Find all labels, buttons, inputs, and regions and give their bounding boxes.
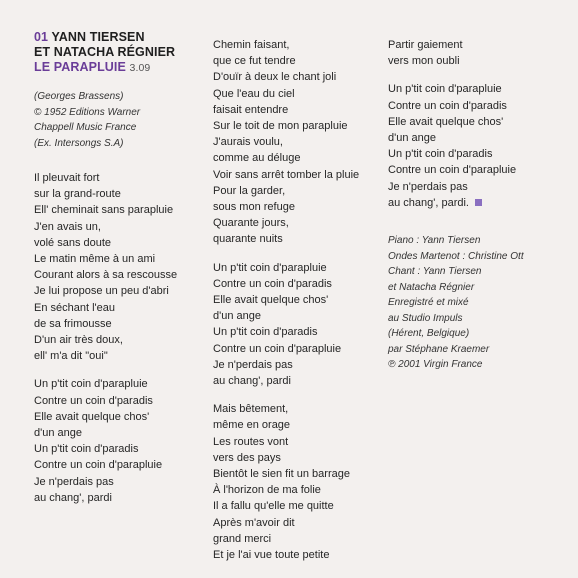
performer-line: Chant : Yann Tiersen bbox=[388, 266, 482, 278]
lyric-line: comme au déluge bbox=[213, 152, 301, 165]
lyric-line: Quarante jours, bbox=[213, 217, 289, 230]
lyrics-column-1 bbox=[34, 170, 199, 506]
lyric-line: Elle avait quelque chos' bbox=[213, 294, 329, 307]
lyric-line: Un p'tit coin d'parapluie bbox=[388, 83, 502, 96]
lyric-line: Contre un coin d'paradis bbox=[388, 99, 507, 112]
lyric-line: Un p'tit coin d'paradis bbox=[388, 148, 493, 161]
lyric-line: Que l'eau du ciel bbox=[213, 87, 295, 100]
credit-line: Chappell Music France bbox=[34, 122, 137, 133]
lyric-line: Elle avait quelque chos' bbox=[388, 115, 504, 128]
lyric-line: Un p'tit coin d'paradis bbox=[213, 326, 318, 339]
performer-line: (Hérent, Belgique) bbox=[388, 328, 470, 340]
end-square-icon bbox=[475, 199, 482, 206]
column-2 bbox=[213, 37, 373, 575]
track-header bbox=[34, 30, 199, 76]
stanza bbox=[213, 260, 373, 390]
lyric-line: Mais bêtement, bbox=[213, 403, 289, 416]
lyric-line: Je n'perdais pas bbox=[388, 180, 468, 193]
lyric-line: Contre un coin d'parapluie bbox=[34, 459, 163, 472]
performer-line: ℗ 2001 Virgin France bbox=[388, 359, 483, 371]
lyric-line: Je n'perdais pas bbox=[213, 358, 293, 371]
lyric-line: Je n'perdais pas bbox=[34, 475, 114, 488]
lyric-line: Contre un coin d'parapluie bbox=[388, 164, 517, 177]
lyric-line: Contre un coin d'paradis bbox=[213, 277, 332, 290]
lyric-line: même en orage bbox=[213, 419, 291, 432]
performer-line: Piano : Yann Tiersen bbox=[388, 235, 481, 247]
lyric-line: faisait entendre bbox=[213, 103, 289, 116]
track-number: 01 bbox=[34, 30, 49, 44]
lyric-line: sous mon refuge bbox=[213, 201, 295, 214]
credit-line: (Georges Brassens) bbox=[34, 91, 124, 102]
lyric-line: Ell' cheminait sans parapluie bbox=[34, 204, 174, 217]
lyric-line: au chang', pardi bbox=[213, 375, 291, 388]
lyric-line: sur la grand-route bbox=[34, 188, 121, 201]
lyric-line: J'en avais un, bbox=[34, 220, 101, 233]
lyrics-column-2 bbox=[213, 37, 373, 563]
lyric-line: grand merci bbox=[213, 532, 272, 545]
lyric-line: vers mon oubli bbox=[388, 55, 460, 68]
lyric-line: Un p'tit coin d'paradis bbox=[34, 443, 139, 456]
credit-line: © 1952 Editions Warner bbox=[34, 106, 141, 118]
lyric-line: d'un ange bbox=[34, 427, 82, 440]
lyric-line: d'un ange bbox=[388, 132, 436, 145]
performer-line: et Natacha Régnier bbox=[388, 281, 475, 293]
track-duration: 3.09 bbox=[129, 62, 151, 74]
lyric-line: quarante nuits bbox=[213, 233, 283, 246]
song-title: LE PARAPLUIE bbox=[34, 60, 126, 74]
lyric-line: D'un air très doux, bbox=[34, 334, 123, 347]
lyrics-column-3 bbox=[388, 37, 556, 211]
lyric-line: vers des pays bbox=[213, 451, 281, 464]
lyric-line: Le matin même à un ami bbox=[34, 253, 156, 266]
lyric-line: Après m'avoir dit bbox=[213, 516, 295, 529]
lyric-line: D'ouïr à deux le chant joli bbox=[213, 71, 337, 84]
artist-line-2: ET NATACHA RÉGNIER bbox=[34, 45, 176, 59]
lyric-line: À l'horizon de ma folie bbox=[213, 484, 321, 497]
stanza bbox=[34, 376, 199, 506]
lyric-line: au chang', pardi bbox=[34, 491, 112, 504]
stanza bbox=[213, 37, 373, 248]
lyric-line: Les routes vont bbox=[213, 435, 289, 448]
lyric-line: volé sans doute bbox=[34, 236, 112, 249]
lyric-line: Un p'tit coin d'parapluie bbox=[213, 261, 327, 274]
lyric-line: ell' m'a dit "oui" bbox=[34, 350, 108, 363]
lyric-line: J'aurais voulu, bbox=[213, 136, 283, 149]
stanza bbox=[388, 37, 556, 69]
lyric-line: Il a fallu qu'elle me quitte bbox=[213, 500, 334, 513]
column-1 bbox=[34, 30, 199, 518]
lyric-line: Chemin faisant, bbox=[213, 39, 290, 51]
lyric-line: Bientôt le sien fit un barrage bbox=[213, 468, 350, 481]
lyric-line: Il pleuvait fort bbox=[34, 172, 100, 184]
lyric-line: Je lui propose un peu d'abri bbox=[34, 285, 169, 298]
lyric-line: Partir gaiement bbox=[388, 39, 463, 51]
lyric-line: Contre un coin d'paradis bbox=[34, 394, 153, 407]
performer-line: par Stéphane Kraemer bbox=[388, 343, 490, 355]
artist-line-1: YANN TIERSEN bbox=[51, 30, 145, 44]
lyric-line: de sa frimousse bbox=[34, 317, 112, 330]
stanza bbox=[388, 81, 556, 211]
lyric-line: Pour la garder, bbox=[213, 184, 286, 197]
credits-block bbox=[34, 89, 199, 151]
lyric-line: Voir sans arrêt tomber la pluie bbox=[213, 168, 360, 181]
lyric-line: Sur le toit de mon parapluie bbox=[213, 120, 348, 133]
column-3 bbox=[388, 37, 556, 373]
stanza bbox=[34, 170, 199, 364]
lyric-line: au chang', pardi. bbox=[388, 195, 556, 211]
performer-line: Enregistré et mixé bbox=[388, 297, 469, 309]
lyric-line: Courant alors à sa rescousse bbox=[34, 269, 178, 282]
lyric-line: d'un ange bbox=[213, 310, 261, 323]
lyric-line: Contre un coin d'parapluie bbox=[213, 342, 342, 355]
performer-credits bbox=[388, 233, 556, 373]
credit-line: (Ex. Intersongs S.A) bbox=[34, 137, 124, 149]
lyric-line: En séchant l'eau bbox=[34, 301, 115, 314]
performer-line: Ondes Martenot : Christine Ott bbox=[388, 250, 524, 262]
stanza bbox=[213, 401, 373, 563]
lyric-line: Et je l'ai vue toute petite bbox=[213, 549, 330, 562]
lyric-line: Elle avait quelque chos' bbox=[34, 410, 150, 423]
performer-line: au Studio Impuls bbox=[388, 312, 463, 324]
lyric-line: que ce fut tendre bbox=[213, 55, 296, 68]
lyric-line: Un p'tit coin d'parapluie bbox=[34, 378, 148, 391]
